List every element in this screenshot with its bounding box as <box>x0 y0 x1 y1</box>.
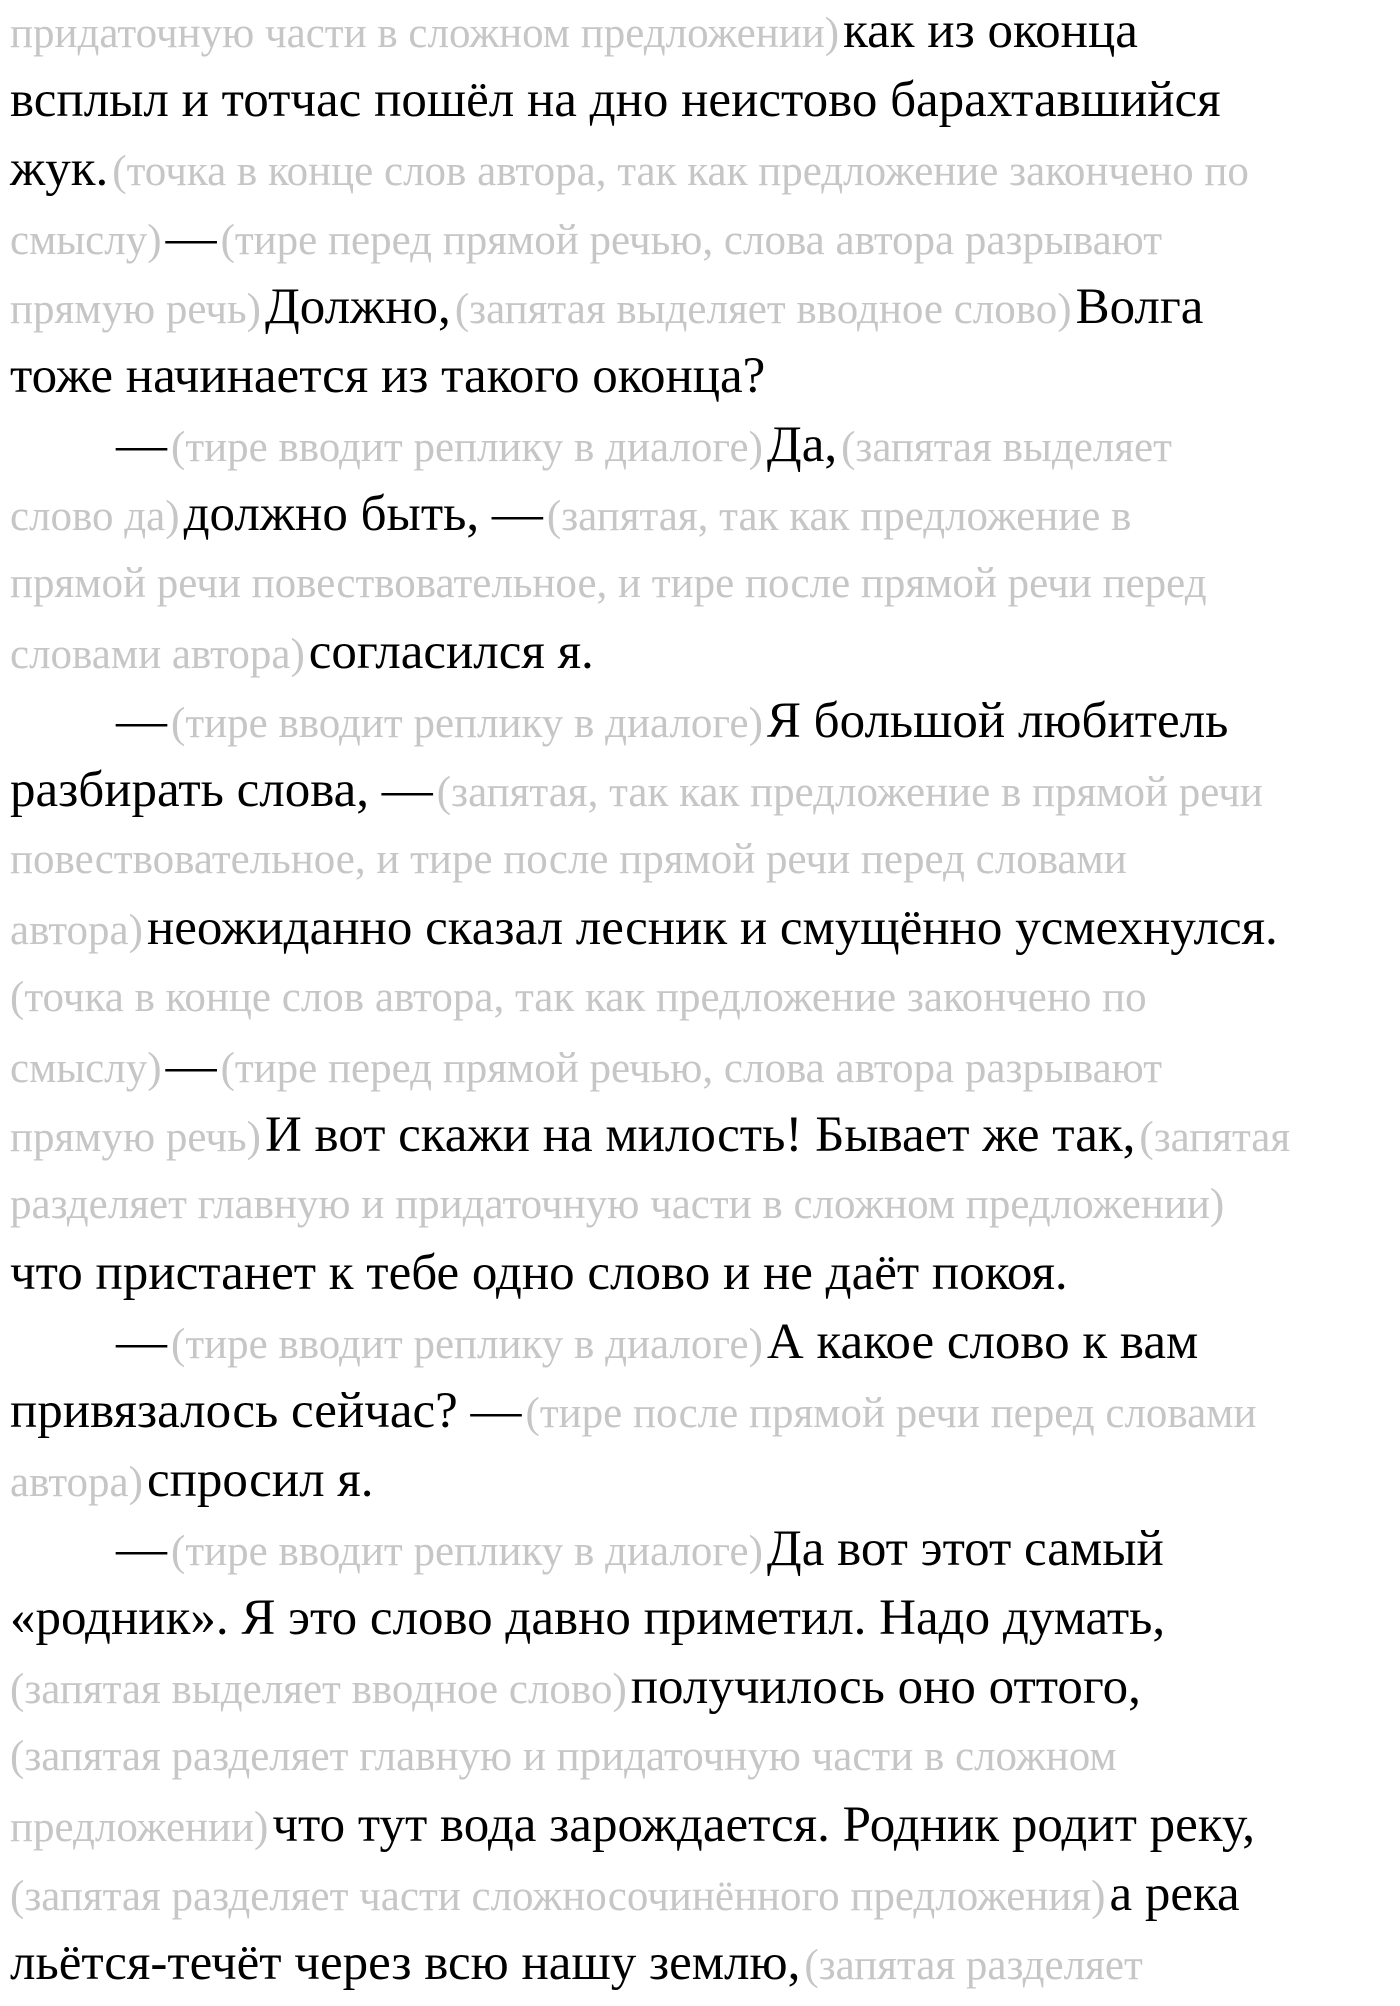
annotation-text: (запятая разделяет <box>804 1942 1143 1989</box>
annotation-text: (точка в конце слов автора, так как предложение закончено по <box>10 974 1147 1021</box>
main-text: всплыл и тотчас пошёл на дно неистово барахтавшийся <box>10 72 1221 128</box>
text-line <box>0 66 1390 135</box>
annotation-text: предложении) <box>10 1804 269 1851</box>
text-line <box>0 0 1390 66</box>
text-line <box>0 411 1390 480</box>
text-line <box>0 1308 1390 1377</box>
main-text: неожиданно сказал лесник и смущённо усмехнулся. <box>146 900 1278 956</box>
main-text: разбирать слова, — <box>10 762 433 818</box>
main-text: Я большой любитель <box>766 693 1229 749</box>
main-text: как из оконца <box>843 3 1138 59</box>
text-line <box>0 825 1390 894</box>
main-text: что тут вода зарождается. Родник родит реку, <box>272 1797 1255 1853</box>
annotation-text: (тире перед прямой речью, слова автора разрывают <box>220 217 1163 264</box>
main-text: что пристанет к тебе одно слово и не даёт покоя. <box>10 1245 1068 1301</box>
main-text: согласился я. <box>308 624 594 680</box>
main-text: — <box>116 417 167 473</box>
annotation-text: (запятая разделяет главную и придаточную части в сложном <box>10 1733 1117 1780</box>
annotation-text: (запятая, так как предложение в <box>546 493 1132 540</box>
text-line <box>0 894 1390 963</box>
main-text: Да, <box>766 417 838 473</box>
annotation-text: прямой речи повествовательное, и тире после прямой речи перед <box>10 560 1207 607</box>
annotation-text: прямую речь) <box>10 1114 261 1161</box>
main-text: — <box>116 1314 167 1370</box>
main-text: а река <box>1109 1866 1240 1922</box>
annotation-text: прямую речь) <box>10 286 261 333</box>
text-line <box>0 1584 1390 1653</box>
main-text: А какое слово к вам <box>766 1314 1199 1370</box>
annotation-text: (тире вводит реплику в диалоге) <box>171 1321 763 1368</box>
text-line <box>0 342 1390 411</box>
text-line <box>0 1446 1390 1515</box>
text-line <box>0 1377 1390 1446</box>
text-line <box>0 1032 1390 1101</box>
annotation-text: (тире вводит реплику в диалоге) <box>171 700 763 747</box>
text-line <box>0 135 1390 204</box>
main-text: Волга <box>1075 279 1204 335</box>
main-text: привязалось сейчас? — <box>10 1383 522 1439</box>
main-text: спросил я. <box>146 1452 374 1508</box>
annotation-text: (точка в конце слов автора, так как предложение закончено по <box>112 148 1249 195</box>
annotation-text: (запятая, так как предложение в прямой речи <box>436 769 1263 816</box>
annotation-text: (тире перед прямой речью, слова автора разрывают <box>220 1045 1163 1092</box>
text-line <box>0 756 1390 825</box>
main-text: жук. <box>10 141 109 197</box>
text-line <box>0 549 1390 618</box>
main-text: Да вот этот самый <box>766 1521 1164 1577</box>
text-line <box>0 1239 1390 1308</box>
main-text: должно быть, — <box>183 486 543 542</box>
main-text: — <box>165 210 217 266</box>
text-line <box>0 1722 1390 1791</box>
annotation-text: смыслу) <box>10 1045 162 1092</box>
annotation-text: (тире вводит реплику в диалоге) <box>171 424 763 471</box>
text-line <box>0 1515 1390 1584</box>
annotation-text: автора) <box>10 907 143 954</box>
annotation-text: (запятая <box>1139 1114 1291 1161</box>
annotation-text: (тире после прямой речи перед словами <box>525 1390 1257 1437</box>
annotation-text: (запятая выделяет вводное слово) <box>10 1666 627 1713</box>
main-text: тоже начинается из такого оконца? <box>10 348 766 404</box>
main-text: — <box>165 1038 217 1094</box>
main-text: льётся-течёт через всю нашу землю, <box>10 1935 801 1991</box>
text-line <box>0 1929 1390 1998</box>
annotation-text: (запятая выделяет вводное слово) <box>454 286 1072 333</box>
annotation-text: словами автора) <box>10 631 305 678</box>
main-text: — <box>116 693 167 749</box>
main-text: И вот скажи на милость! Бывает же так, <box>264 1107 1136 1163</box>
annotation-text: автора) <box>10 1459 143 1506</box>
text-line <box>0 618 1390 687</box>
text-line <box>0 963 1390 1032</box>
annotation-text: (тире вводит реплику в диалоге) <box>171 1528 763 1575</box>
annotation-text: смыслу) <box>10 217 162 264</box>
main-text: «родник». Я это слово давно приметил. Надо думать, <box>10 1590 1166 1646</box>
text-line <box>0 1653 1390 1722</box>
text-line <box>0 1791 1390 1860</box>
annotation-text: разделяет главную и придаточную части в сложном предложении) <box>10 1181 1225 1228</box>
text-line <box>0 1101 1390 1170</box>
text-line <box>0 273 1390 342</box>
annotation-text: (запятая выделяет <box>841 424 1172 471</box>
main-text: Должно, <box>264 279 451 335</box>
text-line <box>0 204 1390 273</box>
annotation-text: придаточную части в сложном предложении) <box>10 10 840 57</box>
text-line <box>0 1170 1390 1239</box>
annotation-text: (запятая разделяет части сложносочинённого предложения) <box>10 1873 1106 1920</box>
annotation-text: слово да) <box>10 493 180 540</box>
main-text: — <box>116 1521 167 1577</box>
main-text: получилось оно оттого, <box>630 1659 1141 1715</box>
text-line <box>0 687 1390 756</box>
text-line <box>0 480 1390 549</box>
annotation-text: повествовательное, и тире после прямой речи перед словами <box>10 836 1127 883</box>
text-line <box>0 1860 1390 1929</box>
